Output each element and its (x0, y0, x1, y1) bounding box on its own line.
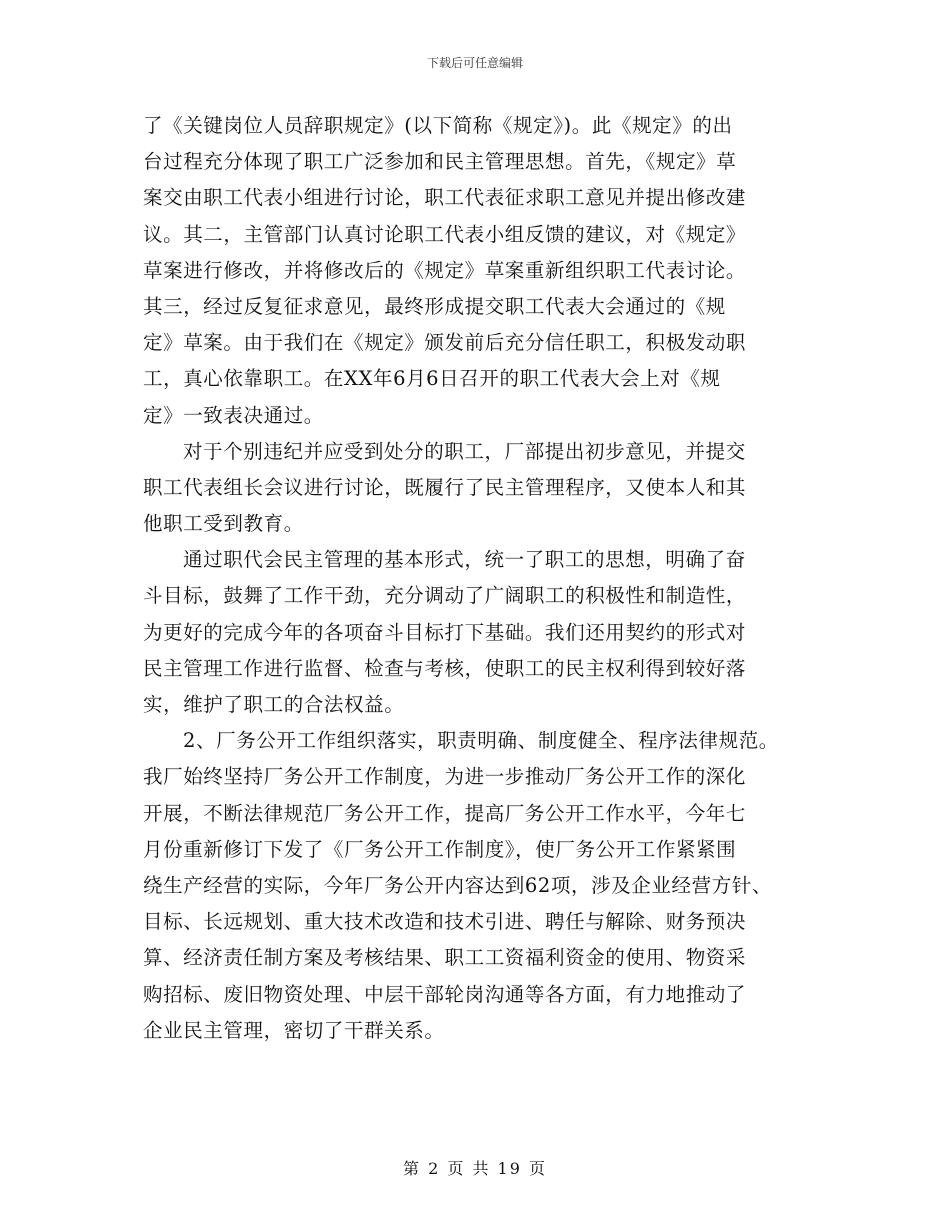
text-line: 为更好的完成今年的各项奋斗目标打下基础。我们还用契约的形式对 (143, 620, 747, 644)
text-line: 斗目标，鼓舞了工作干劲，充分调动了广阔职工的积极性和制造性， (143, 584, 747, 608)
text-line: 目标、长远规划、重大技术改造和技术引进、聘任与解除、财务预决 (143, 910, 747, 934)
text-line: 购招标、废旧物资处理、中层干部轮岗沟通等各方面，有力地推动了 (143, 982, 747, 1006)
text-line: 绕生产经营的实际，今年厂务公开内容达到62项，涉及企业经营方针、 (143, 873, 773, 897)
text-line: 月份重新修订下发了《厂务公开工作制度》，使厂务公开工作紧紧围 (143, 837, 737, 861)
text-line: 开展，不断法律规范厂务公开工作，提高厂务公开工作水平，今年七 (143, 801, 747, 825)
text-line: 职工代表组长会议进行讨论，既履行了民主管理程序，又使本人和其 (143, 475, 747, 499)
text-line: 台过程充分体现了职工广泛参加和民主管理思想。首先，《规定》草 (143, 150, 737, 174)
text-line: 工，真心依靠职工。在XX年6月6日召开的职工代表大会上对《规 (143, 367, 721, 391)
text-line: 草案进行修改，并将修改后的《规定》草案重新组织职工代表讨论。 (143, 258, 747, 282)
text-line: 算、经济责任制方案及考核结果、职工工资福利资金的使用、物资采 (143, 946, 747, 970)
text-line: 我厂始终坚持厂务公开工作制度，为进一步推动厂务公开工作的深化 (143, 765, 747, 789)
text-line: 了《关键岗位人员辞职规定》(以下简称《规定》)。此《规定》的出 (143, 114, 733, 137)
text-line: 民主管理工作进行监督、检查与考核，使职工的民主权利得到较好落 (143, 656, 747, 680)
document-body (143, 108, 823, 1049)
text-line: 2、厂务公开工作组织落实，职责明确、制度健全、程序法律规范。 (183, 729, 779, 753)
page-header: 下载后可任意编辑 (426, 56, 523, 70)
text-line: 案交由职工代表小组进行讨论，职工代表征求职工意见并提出修改建 (143, 186, 747, 210)
page-number-footer: 第 2 页 共 19 页 (403, 1159, 547, 1178)
text-line: 他职工受到教育。 (143, 512, 304, 536)
text-line: 议。其二，主管部门认真讨论职工代表小组反馈的建议，对《规定》 (143, 222, 747, 246)
text-line: 企业民主管理，密切了干群关系。 (143, 1018, 445, 1042)
text-line: 通过职代会民主管理的基本形式，统一了职工的思想，明确了奋 (183, 548, 746, 572)
text-line: 定》草案。由于我们在《规定》颁发前后充分信任职工，积极发动职 (143, 331, 747, 355)
text-line: 定》一致表决通过。 (143, 403, 324, 427)
text-line: 实，维护了职工的合法权益。 (143, 693, 405, 716)
text-line: 对于个别违纪并应受到处分的职工，厂部提出初步意见，并提交 (183, 439, 746, 463)
text-line: 其三，经过反复征求意见，最终形成提交职工代表大会通过的《规 (143, 294, 726, 318)
